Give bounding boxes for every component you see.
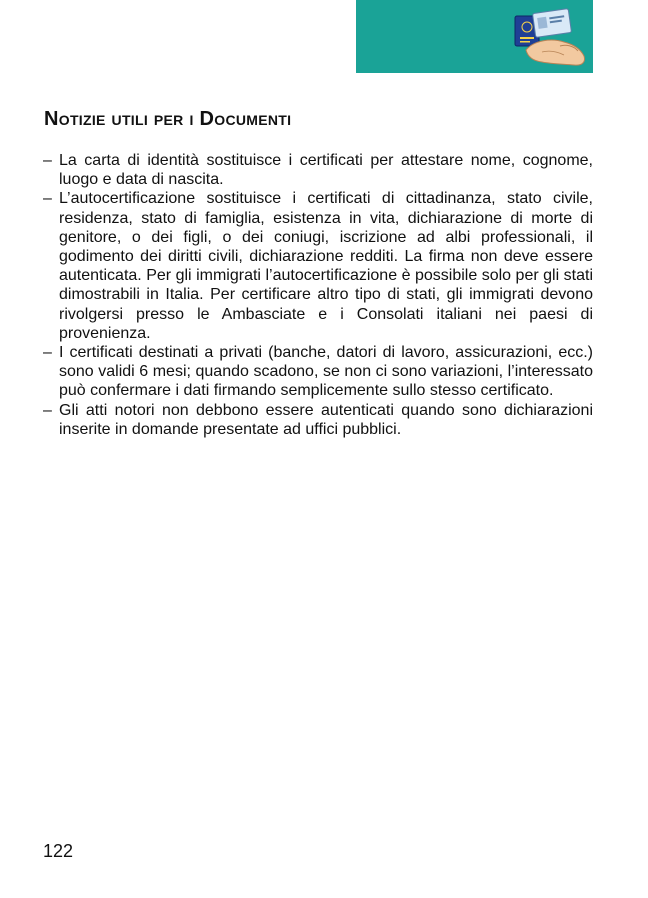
- notes-list: [43, 151, 593, 439]
- note-item: [43, 343, 593, 401]
- note-dash: –: [43, 190, 52, 208]
- hand-icon: [526, 40, 585, 65]
- id-card-icon: [533, 9, 572, 38]
- title-word-5-initial: D: [199, 108, 215, 130]
- page-number: 122: [43, 841, 74, 861]
- title-word-3: per: [153, 108, 184, 130]
- note-item: [43, 401, 593, 439]
- note-dash: –: [43, 344, 52, 362]
- note-item: [43, 151, 593, 189]
- page-title: [44, 108, 291, 131]
- note-text-notary-acts: Gli atti notori non debbono essere autenticati quando sono dichiarazioni inserite in domande presentate ad uffici pubblici.: [59, 401, 593, 438]
- title-word-2: utili: [111, 108, 149, 130]
- note-text-identity-card: La carta di identità sostituisce i certificati per attestare nome, cognome, luogo e data di nascita.: [59, 152, 593, 189]
- title-word-5-rest: ocumenti: [214, 108, 292, 130]
- note-item: [43, 189, 593, 343]
- note-text-self-certification: L’autocertificazione sostituisce i certificati di cittadinanza, stato civile, residenza, stato di famiglia, esistenza in vita, dichiarazione di morte di genitore, o dei figli, o dei coniugi, iscrizione ad albi professionali, il godimento dei diritti civili, dichiarazione redditi. La firma non deve essere autenticata. Per gli immigrati l’autocertificazione è possibile solo per gli stati dimostrabili in Italia. Per certificare altro tipo di stati, gli immigrati devono rivolgersi presso le Ambasciate e i Consolati italiani nei paesi di provenienza.: [59, 190, 593, 342]
- note-dash: –: [43, 152, 52, 169]
- title-word-1-rest: otizie: [58, 108, 106, 130]
- title-word-1-initial: N: [44, 108, 59, 130]
- note-text-private-certificates: I certificati destinati a privati (banche, datori di lavoro, assicurazioni, ecc.) sono validi 6 mesi; quando scadono, se non ci sono variazioni, l’interessato può confermare i dati firmando semplicemente sullo stesso certificato.: [59, 344, 593, 400]
- note-dash: –: [43, 401, 52, 419]
- identity-documents-in-hand-icon: [512, 6, 588, 68]
- title-word-4: i: [189, 108, 194, 130]
